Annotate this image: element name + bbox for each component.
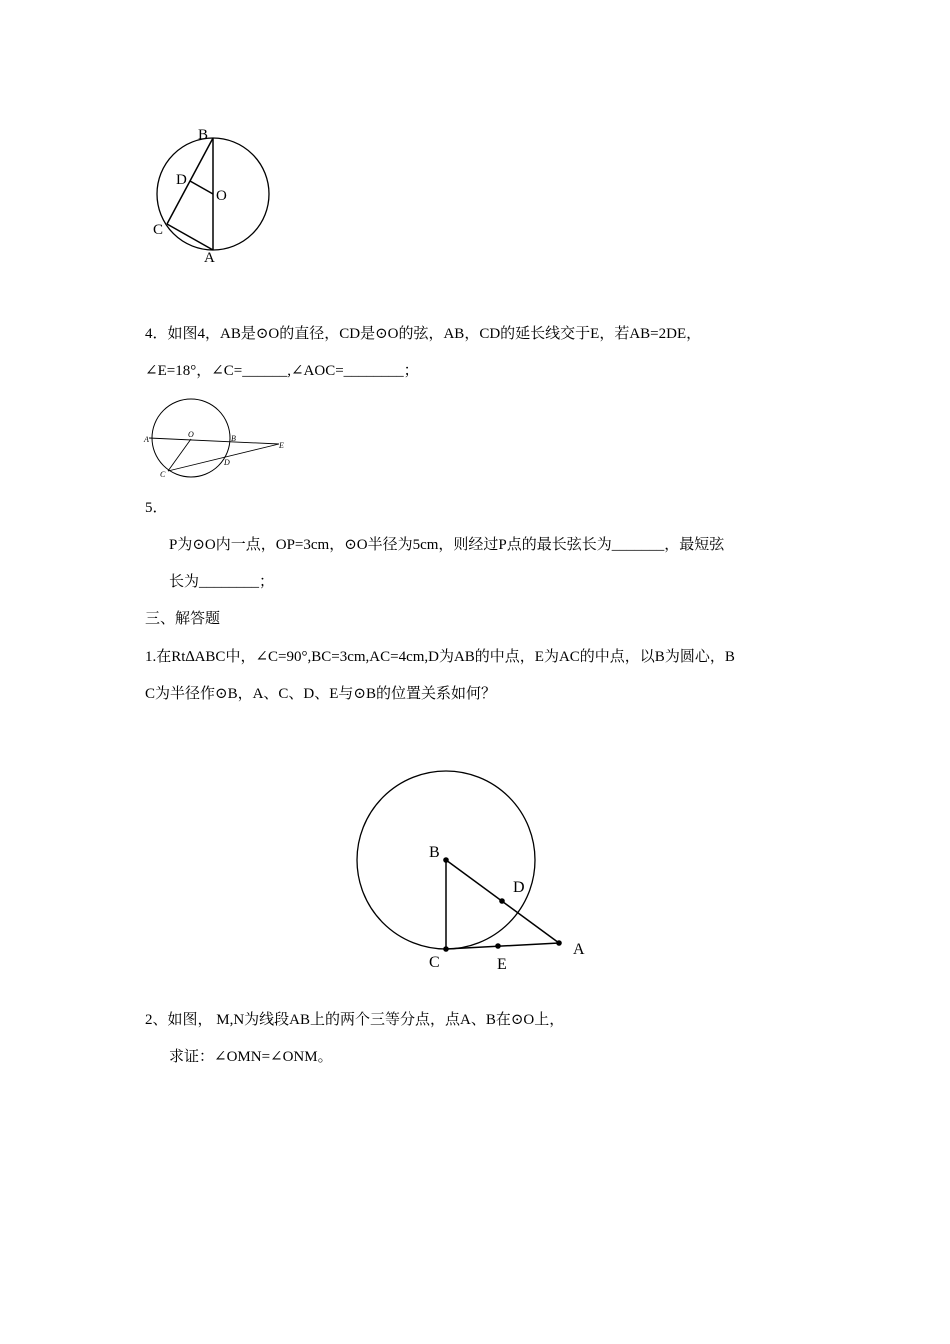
- label-e: E: [497, 956, 507, 973]
- segment-do: [190, 181, 213, 194]
- chord-ca: [167, 224, 213, 250]
- label-b: B: [198, 127, 209, 143]
- label-b: B: [429, 844, 440, 861]
- figure-circle-b: [340, 760, 600, 980]
- label-d: D: [176, 172, 187, 188]
- label-a: A: [573, 941, 585, 958]
- figure-circle-1: [140, 120, 290, 270]
- figure-circle-4: [140, 395, 300, 485]
- point-d: [499, 898, 505, 904]
- p1-line1: 1.在Rt∆ABC中，∠C=90°,BC=3cm,AC=4cm,D为AB的中点，E为AC的中点，以B为圆心，B: [145, 649, 735, 665]
- point-a: [556, 940, 562, 946]
- segment-ca: [446, 943, 559, 949]
- label-a: A: [144, 435, 149, 444]
- q5-line2: 长为________；: [169, 574, 275, 590]
- q5-line1: P为⊙O内一点，OP=3cm，⊙O半径为5cm，则经过P点的最长弦长为_______，最短弦: [169, 537, 725, 553]
- label-c: C: [429, 954, 440, 971]
- point-c: [443, 946, 449, 952]
- q5-number: 5．: [145, 500, 168, 516]
- p1-line2: C为半径作⊙B，A、C、D、E与⊙B的位置关系如何？: [145, 686, 496, 702]
- label-e: E: [279, 441, 284, 450]
- section-title: 三、解答题: [145, 611, 221, 627]
- line-ae: [149, 438, 279, 444]
- point-e: [495, 943, 501, 949]
- p2-line2: 求证：∠OMN=∠ONM。: [169, 1049, 333, 1065]
- label-o: O: [216, 188, 227, 204]
- q4-line1: 4．如图4，AB是⊙O的直径，CD是⊙O的弦，AB，CD的延长线交于E，若AB=2DE，: [145, 326, 702, 342]
- p2-line1: 2、如图， M,N为线段AB上的两个三等分点，点A、B在⊙O上，: [145, 1012, 565, 1028]
- point-b: [443, 857, 449, 863]
- q4-line2: ∠E=18°，∠C=______,∠AOC=________；: [145, 363, 419, 379]
- label-c: C: [160, 470, 166, 479]
- label-o: O: [188, 430, 194, 439]
- label-c: C: [153, 222, 164, 238]
- label-a: A: [204, 250, 215, 266]
- label-d: D: [513, 879, 525, 896]
- label-b: B: [231, 434, 236, 443]
- label-d: D: [224, 458, 230, 467]
